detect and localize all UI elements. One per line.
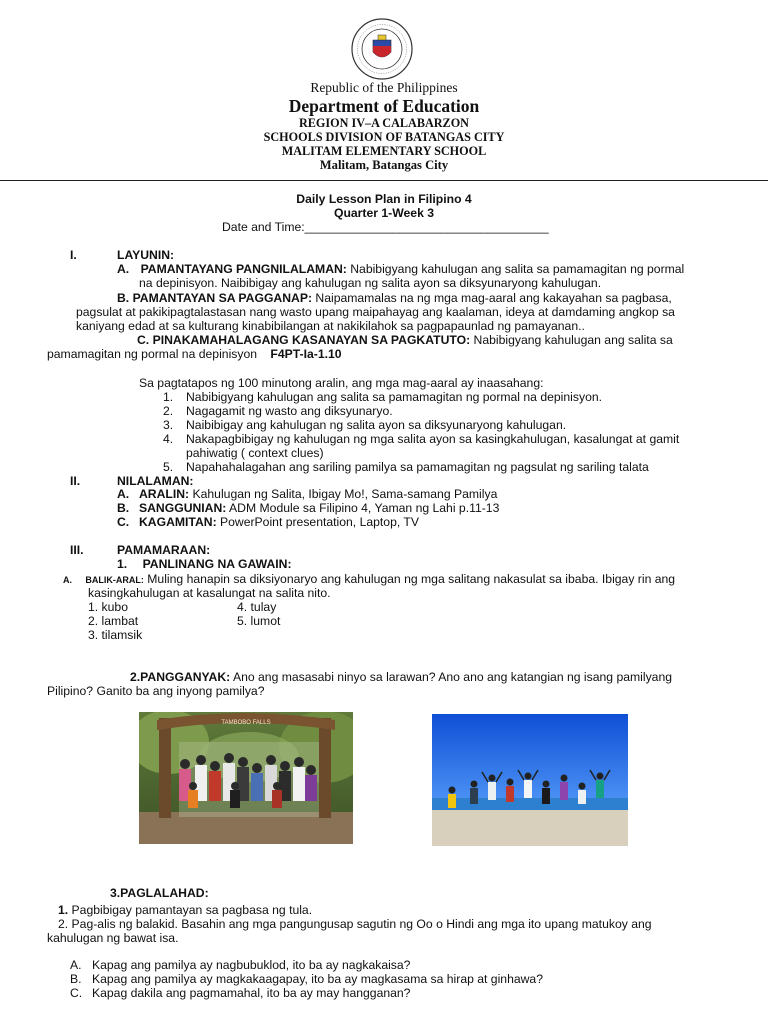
competency-text-2: pamamagitan ng pormal na depinisyon <box>47 347 258 361</box>
competency <box>137 333 673 347</box>
objective-text: Napahahalagahan ang sariling pamilya sa pamamagitan ng pagsulat ng sariling talata <box>186 460 649 474</box>
content-standard-text-2: na depinisyon. Naibibigay ang kahulugan ng salita ayon sa diksyunaryong kahulugan. <box>139 276 602 290</box>
word-item <box>88 628 142 642</box>
question-item <box>70 972 543 986</box>
word-item-text: 1. kubo <box>88 600 128 614</box>
section-3-number: III. <box>70 543 84 557</box>
pangganyak <box>130 670 672 684</box>
content-item-key: ARALIN: <box>139 487 190 501</box>
competency-code: F4PT-Ia-1.10 <box>270 347 342 361</box>
question-item <box>70 958 410 972</box>
word-item-text: 2. lambat <box>88 614 139 628</box>
word-item <box>237 600 276 614</box>
paglalahad-step-1-text: Pagbibigay pamantayan sa pagbasa ng tula. <box>68 903 313 917</box>
date-time-label: Date and Time: <box>222 220 305 234</box>
objective-text: Naibibigay ang kahulugan ng salita ayon sa diksyunaryong kahulugan. <box>186 418 567 432</box>
content-standard-label: PAMANTAYANG PANGNILALAMAN: <box>140 262 347 276</box>
date-time-blank: ____________________________________ <box>304 220 549 234</box>
word-item-text: 3. tilamsik <box>88 628 143 642</box>
question-item <box>70 986 410 1000</box>
objective-item <box>163 390 602 404</box>
question-text: Kapag dakila ang pagmamahal, ito ba ay may hangganan? <box>92 986 411 1000</box>
section-2-number: II. <box>70 474 81 488</box>
objective-item <box>163 446 324 460</box>
question-text: Kapag ang pamilya ay magkakaagapay, ito ba ay magkasama sa hirap at ginhawa? <box>92 972 543 986</box>
content-item-value: PowerPoint presentation, Laptop, TV <box>216 515 419 529</box>
paglalahad-label: 3.PAGLALAHAD: <box>110 886 209 900</box>
content-item <box>117 515 419 529</box>
content-standard-letter: A. <box>117 262 130 276</box>
objective-number: 5. <box>163 460 174 474</box>
section-1-number: I. <box>70 248 77 262</box>
word-item <box>88 614 138 628</box>
question-letter: A. <box>70 958 82 972</box>
word-item-text: 5. lumot <box>237 614 281 628</box>
activity-1-number: 1. <box>117 557 128 571</box>
objective-text: Nabibigyang kahulugan ang salita sa pamamagitan ng pormal na depinisyon. <box>186 390 603 404</box>
performance-standard-text-3: kaniyang edad at sa kulturang kinabibilangan at nakikilahok sa pagpapaunlad ng pamayanan.. <box>76 319 585 333</box>
location-line: Malitam, Batangas City <box>319 158 449 172</box>
family-photo-waterfall <box>139 712 353 844</box>
question-letter: B. <box>70 972 82 986</box>
objective-item <box>163 404 393 418</box>
objective-text: Nagagamit ng wasto ang diksyunaryo. <box>186 404 393 418</box>
objective-item <box>163 432 679 446</box>
content-item <box>117 487 497 501</box>
pangganyak-text-1: Ano ang masasabi ninyo sa larawan? Ano ano ang katangian ng isang pamilyang <box>230 670 673 684</box>
competency-label: C. PINAKAMAHALAGANG KASANAYAN SA PAGKATUTO: <box>137 333 471 347</box>
objective-text: pahiwatig ( context clues) <box>186 446 324 460</box>
paglalahad-step-2-line-2: kahulugan ng bawat isa. <box>47 931 179 945</box>
balik-aral-text-1: Muling hanapin sa diksiyonaryo ang kahulugan ng mga salitang nakasulat sa ibaba. Ibigay rin ang <box>143 572 676 586</box>
photo-sign-text: TAMBOBO FALLS <box>221 720 271 726</box>
activity-1 <box>117 557 292 571</box>
performance-standard <box>117 291 672 305</box>
pangganyak-text-2: Pilipino? Ganito ba ang inyong pamilya? <box>47 684 265 698</box>
objective-text: Nakapagbibigay ng kahulugan ng mga salita ayon sa kasingkahulugan, kasalungat at gamit <box>186 432 680 446</box>
paglalahad-step-1-number: 1. <box>58 903 69 917</box>
date-time-line <box>222 220 549 234</box>
activity-1-title: PANLINANG NA GAWAIN: <box>142 557 292 571</box>
objective-number: 4. <box>163 432 174 446</box>
quarter-week: Quarter 1-Week 3 <box>333 206 435 220</box>
content-item-key: KAGAMITAN: <box>139 515 217 529</box>
performance-standard-text-2: pagsulat at pakikipagtalastasan nang wasto upang maipahayag ang kaalaman, ideya at damdaming angkop sa <box>76 305 675 319</box>
objective-number: 1. <box>163 390 174 404</box>
lesson-plan-title: Daily Lesson Plan in Filipino 4 <box>296 192 472 206</box>
balik-aral-letter: A. <box>63 575 72 585</box>
objective-item <box>163 418 566 432</box>
performance-standard-label: B. PAMANTAYAN SA PAGGANAP: <box>117 291 313 305</box>
content-item-value: Kahulugan ng Salita, Ibigay Mo!, Sama-samang Pamilya <box>189 487 498 501</box>
word-item <box>237 614 280 628</box>
content-item-key: SANGGUNIAN: <box>139 501 227 515</box>
region-line: REGION IV–A CALABARZON <box>299 116 469 130</box>
balik-aral-text-2: kasingkahulugan at kasalungat na salita nito. <box>88 586 331 600</box>
division-line: SCHOOLS DIVISION OF BATANGAS CITY <box>263 130 505 144</box>
department-name: Department of Education <box>288 96 480 116</box>
paglalahad-step-1 <box>58 903 312 917</box>
competency-line-2 <box>47 347 342 361</box>
pangganyak-label: 2.PANGGANYAK: <box>130 670 231 684</box>
content-item-value: ADM Module sa Filipino 4, Yaman ng Lahi p.11-13 <box>226 501 500 515</box>
content-item-letter: B. <box>117 501 130 515</box>
school-line: MALITAM ELEMENTARY SCHOOL <box>281 144 487 158</box>
balik-aral-label: BALIK-ARAL: <box>85 575 144 585</box>
content-standard-text-1: Nabibigyang kahulugan ang salita sa pamamagitan ng pormal <box>346 262 685 276</box>
question-text: Kapag ang pamilya ay nagbubuklod, ito ba ay nagkakaisa? <box>92 958 411 972</box>
content-item-letter: C. <box>117 515 130 529</box>
section-3-heading: PAMAMARAAN: <box>117 543 211 557</box>
letterhead-divider <box>0 180 768 181</box>
objectives-intro: Sa pagtatapos ng 100 minutong aralin, ang mga mag-aaral ay inaasahang: <box>139 376 544 390</box>
family-photo-beach <box>432 714 628 846</box>
balik-aral <box>63 572 675 586</box>
content-item <box>117 501 499 515</box>
section-1-heading: LAYUNIN: <box>117 248 175 262</box>
objective-number: 3. <box>163 418 174 432</box>
objective-item <box>163 460 649 474</box>
paglalahad-step-2-line-1: 2. Pag-alis ng balakid. Basahin ang mga pangungusap sagutin ng Oo o Hindi ang mga ito upang matukoy ang <box>58 917 652 931</box>
deped-seal-logo <box>351 18 413 80</box>
republic-line: Republic of the Philippines <box>310 80 458 95</box>
word-item-text: 4. tulay <box>237 600 277 614</box>
word-item <box>88 600 128 614</box>
competency-text-1: Nabibigyang kahulugan ang salita sa <box>470 333 673 347</box>
performance-standard-text-1: Naipamamalas na ng mga mag-aaral ang kakayahan sa pagbasa, <box>312 291 672 305</box>
content-standard <box>117 262 684 276</box>
question-letter: C. <box>70 986 83 1000</box>
content-item-letter: A. <box>117 487 130 501</box>
section-2-heading: NILALAMAN: <box>117 474 194 488</box>
objective-number: 2. <box>163 404 174 418</box>
